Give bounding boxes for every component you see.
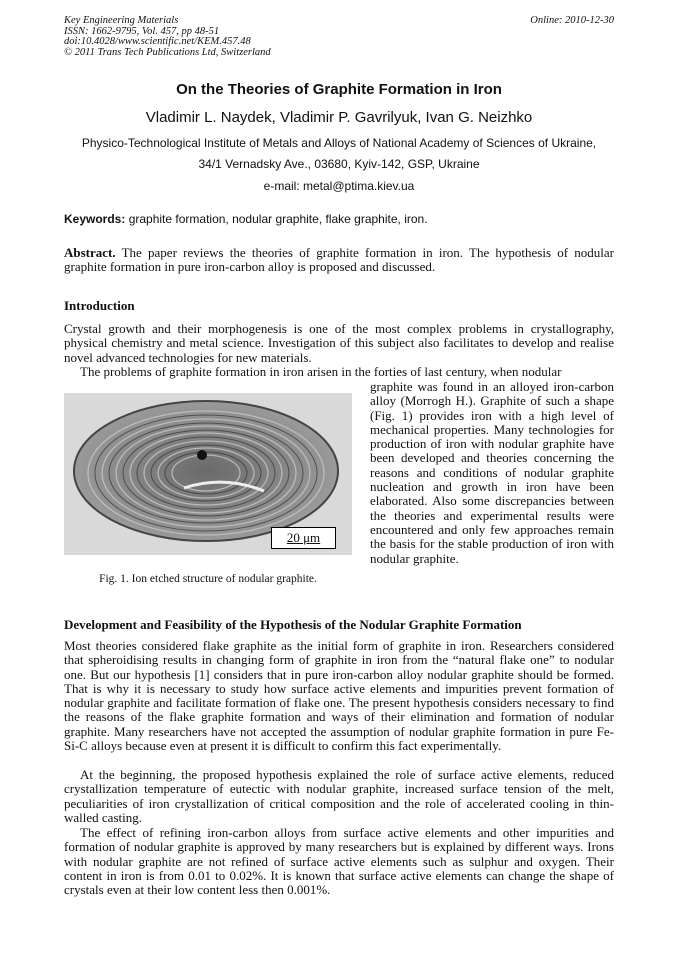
online-date: Online: 2010-12-30 [530,15,614,26]
scale-bar [271,527,336,549]
paragraph: The effect of refining iron-carbon alloys from surface active elements and other impurities and formation of nodular graphite is approved by many researchers but is explained by different ways. Irons with nodular graphite are not refined of surface active elements such as sulphur and oxygen. Their content in iron is from 0.01 to 0.02%. It is known that surface active elements can change the shape of crystals even at their low content less then 0.001%. [64,825,614,898]
paragraph: graphite was found in an alloyed iron-carbon alloy (Morrogh H.). Graphite of such a shape (Fig. 1) provides iron with a high level of mechanical properties. Many technologies for production of iron with nodular graphite have been developed and theories concerning the reasons and conditions of nodular graphite nucleation and growth in iron have been elaborated. Also some discrepancies between the theories and experimental results were encountered and only few approaches remain the basis for the stable production of iron with nodular graphite. [370,379,614,566]
paper-title: On the Theories of Graphite Formation in Iron [176,81,502,98]
paragraph: At the beginning, the proposed hypothesis explained the role of surface active elements, reduced crystallization temperature of eutectic with nodular graphite, increased surface tension of the melt, peculiarities of iron crystallization of critical composition and the role of accelerated cooling in thin-walled casting. [64,767,614,825]
paragraph: Crystal growth and their morphogenesis is one of the most complex problems in crystallography, physical chemistry and metal science. Investigation of this subject also facilitates to develop and realise novel advanced technologies for new materials. [64,321,614,365]
authors: Vladimir L. Naydek, Vladimir P. Gavrilyuk, Ivan G. Neizhko [145,109,533,126]
section-heading: Development and Feasibility of the Hypothesis of the Nodular Graphite Formation [64,617,522,632]
copyright: © 2011 Trans Tech Publications Ltd, Switzerland [64,46,271,58]
affiliation-line: 34/1 Vernadsky Ave., 03680, Kyiv-142, GSP, Ukraine [198,157,480,171]
abstract-text: The paper reviews the theories of graphite formation in iron. The hypothesis of nodular graphite formation in pure iron-carbon alloy is proposed and discussed. [64,245,614,275]
figure-caption: Fig. 1. Ion etched structure of nodular graphite. [99,573,317,585]
doi: doi:10.4028/www.scientific.net/KEM.457.48 [64,36,251,47]
journal-name: Key Engineering Materials [64,15,179,26]
keywords-label: Keywords: [64,212,126,226]
abstract [64,246,614,275]
keywords-text: graphite formation, nodular graphite, flake graphite, iron. [125,212,428,226]
affiliation-line: Physico-Technological Institute of Metals and Alloys of National Academy of Sciences of Ukraine, [81,136,597,150]
scale-bar-label: 20 μm [286,530,321,545]
keywords [64,212,428,226]
issn: ISSN: 1662-9795, Vol. 457, pp 48-51 [64,25,220,37]
abstract-label: Abstract. [64,245,116,260]
running-header [64,16,271,58]
section-heading: Introduction [64,298,135,313]
paragraph: Most theories considered flake graphite as the initial form of graphite in iron. Researchers considered that spheroidising results in changing form of graphite in iron from the “natural flake one” to nodular one. But our hypothesis [1] considers that in pure iron-carbon alloy nodular graphite should be formed. That is why it is necessary to study how surface active elements and impurities prevent formation of nodular graphite and facilitate formation of flake one. The present hypothesis considers necessary to find the reasons of the flake graphite formation and ways of their elimination and formation of nodular graphite. Many researchers have not accepted the assumption of nodular graphite formation in pure Fe-Si-C alloys because even at present it is difficult to confirm this fact experimentally. [64,638,614,754]
paragraph: The problems of graphite formation in iron arisen in the forties of last century, when nodular [80,364,562,379]
figure-1-image [64,393,352,555]
email: e-mail: metal@ptima.kiev.ua [263,179,415,193]
